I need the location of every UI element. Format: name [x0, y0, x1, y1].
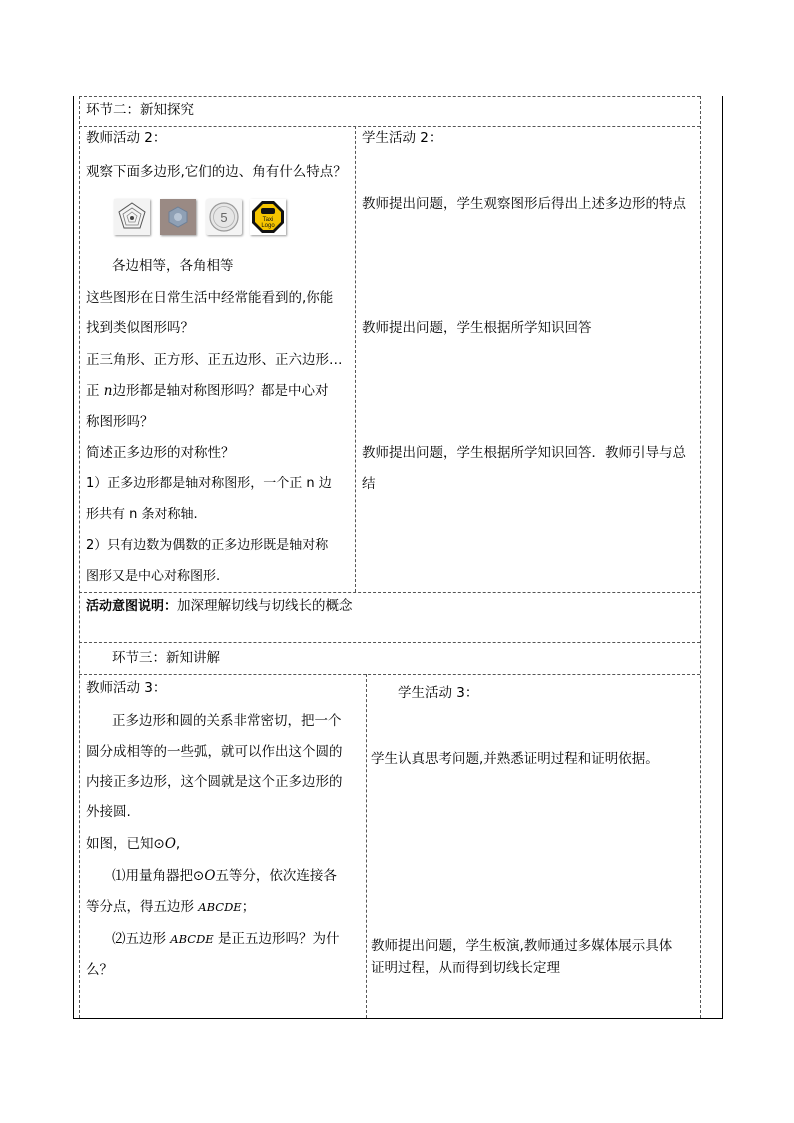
student2-line-4: 结 — [362, 476, 376, 492]
teacher3-line-3: 内接正多边形，这个圆就是这个正多边形的 — [86, 774, 343, 790]
teacher2-line-5: 正三角形、正方形、正五边形、正六边形… — [86, 352, 343, 368]
teacher2-line-9: 1）正多边形都是轴对称图形，一个正 n 边 — [86, 476, 332, 491]
teacher2-header: 教师活动 2： — [86, 130, 167, 146]
student2-line-2: 教师提出问题，学生根据所学知识回答 — [362, 320, 592, 336]
row-line-2 — [79, 592, 700, 593]
teacher2-line-12: 图形又是中心对称图形. — [86, 569, 221, 584]
inner-right-border — [700, 96, 701, 1018]
teacher2-line-6-rest: 边形都是轴对称图形吗？都是中心对 — [112, 383, 329, 399]
teacher3-line-2: 圆分成相等的一些弧，就可以作出这个圆的 — [86, 744, 343, 760]
teacher2-line-4: 找到类似图形吗？ — [86, 320, 194, 336]
student2-line-3: 教师提出问题，学生根据所学知识回答．教师引导与总 — [362, 445, 686, 461]
teacher3-line-4: 外接圆. — [86, 804, 131, 820]
outer-bottom-border — [73, 1018, 723, 1019]
teacher2-line-6 — [86, 381, 329, 401]
taxi-label-1: Taxi — [262, 217, 274, 223]
var-n: n — [103, 383, 113, 399]
row-line-1 — [79, 126, 700, 127]
teacher3-line-5-comma: , — [175, 836, 181, 852]
student3-line-1: 学生认真思考问题,并熟悉证明过程和证明依据。 — [371, 751, 659, 767]
teacher2-line-8: 简述正多边形的对称性？ — [86, 445, 235, 461]
teacher2-line-1: 观察下面多边形,它们的边、角有什么特点？ — [86, 164, 347, 180]
column-divider-section2 — [355, 126, 356, 592]
teacher3-line-8-a: ⑵五边形 — [112, 931, 171, 947]
var-abcde: ABCDE — [198, 900, 242, 914]
outer-left-border — [73, 96, 74, 1019]
teacher3-line-7-a: 等分点，得五边形 — [86, 899, 199, 915]
column-divider-section3 — [366, 674, 367, 1018]
var-abcde-2: ABCDE — [170, 932, 214, 946]
student2-header: 学生活动 2： — [362, 130, 443, 146]
teacher3-line-6-b: 五等分，依次连接各 — [215, 868, 337, 884]
teacher3-header: 教师活动 3： — [86, 680, 167, 696]
inner-left-border — [79, 96, 80, 1018]
teacher3-line-5 — [86, 834, 180, 854]
section2-title: 环节二：新知探究 — [86, 102, 194, 118]
row-line-3 — [79, 642, 700, 643]
section3-title: 环节三：新知讲解 — [112, 650, 220, 666]
student3-line-2: 教师提出问题，学生板演,教师通过多媒体展示具体 — [371, 938, 673, 954]
coin-five-icon — [206, 199, 242, 235]
teacher2-line-7: 称图形吗？ — [86, 414, 154, 430]
row-line-top — [79, 96, 700, 97]
teacher3-line-9: 么？ — [86, 962, 113, 978]
student2-line-1: 教师提出问题，学生观察图形后得出上述多边形的特点 — [362, 196, 686, 212]
student3-header: 学生活动 3： — [398, 685, 479, 701]
teacher3-line-6 — [112, 866, 337, 886]
teacher3-line-6-a: ⑴用量角器把⊙ — [112, 868, 205, 884]
teacher2-line-2: 各边相等，各角相等 — [112, 258, 234, 274]
teacher2-line-11: 2）只有边数为偶数的正多边形既是轴对称 — [86, 538, 329, 553]
intent-label: 活动意图说明： — [86, 599, 178, 614]
teacher2-line-10: 形共有 n 条对称轴. — [86, 507, 198, 522]
teacher3-line-5-text: 如图，已知⊙ — [86, 836, 165, 852]
outer-right-border — [722, 96, 723, 1019]
teacher3-line-8-b: 是正五边形吗？为什 — [213, 931, 340, 947]
taxi-logo-icon — [250, 199, 286, 235]
taxi-label-2: Logo — [261, 223, 275, 229]
var-o-2: O — [204, 868, 216, 884]
var-o: O — [164, 836, 176, 852]
teacher2-line-6-prefix: 正 — [86, 383, 104, 399]
student3-line-3: 证明过程，从而得到切线长定理 — [371, 960, 560, 976]
intent-row — [86, 596, 353, 617]
coin-label: 5 — [220, 210, 228, 225]
teacher3-line-7 — [86, 897, 255, 917]
teacher3-line-7-semicolon: ； — [241, 899, 256, 915]
flower-tile-icon — [160, 199, 196, 235]
teacher3-line-1: 正多边形和圆的关系非常密切，把一个 — [112, 713, 342, 729]
pentagon-star-icon — [114, 199, 150, 235]
intent-text: 加深理解切线与切线长的概念 — [177, 598, 353, 614]
teacher3-line-8 — [112, 929, 339, 949]
teacher2-line-3: 这些图形在日常生活中经常能看到的,你能 — [86, 290, 334, 306]
row-line-4 — [79, 674, 700, 675]
